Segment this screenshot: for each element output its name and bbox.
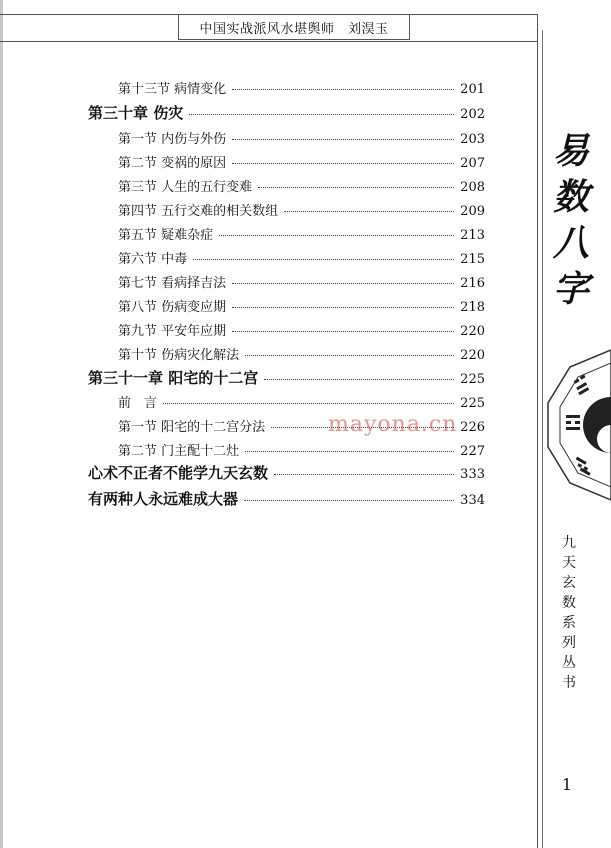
toc-page: 334 bbox=[460, 493, 485, 508]
toc-title: 第六节 中毒 bbox=[118, 252, 188, 267]
toc-row bbox=[88, 367, 485, 388]
toc-title: 第三十一章 阳宅的十二宫 bbox=[88, 369, 259, 387]
toc-row bbox=[118, 78, 485, 97]
toc-title: 第二节 变祸的原因 bbox=[118, 156, 227, 171]
toc-row bbox=[118, 320, 485, 339]
toc-row bbox=[118, 200, 485, 219]
dot-leader bbox=[189, 114, 454, 115]
dot-leader bbox=[244, 500, 454, 501]
series-char: 丛 bbox=[562, 655, 576, 671]
toc-row bbox=[118, 440, 485, 459]
toc-title: 第一节 阳宅的十二宫分法 bbox=[118, 420, 266, 435]
toc-page: 203 bbox=[460, 132, 485, 147]
toc-title: 第十三节 病情变化 bbox=[118, 82, 227, 97]
dot-leader bbox=[163, 403, 454, 404]
toc-title: 第二节 门主配十二灶 bbox=[118, 444, 240, 459]
dot-leader bbox=[232, 307, 454, 308]
dot-leader bbox=[232, 283, 454, 284]
series-char: 列 bbox=[562, 635, 576, 651]
toc-page: 202 bbox=[460, 107, 485, 122]
toc-title: 第三十章 伤灾 bbox=[88, 104, 184, 122]
toc-row bbox=[118, 344, 485, 363]
toc-row bbox=[88, 462, 485, 483]
toc-page: 225 bbox=[460, 396, 485, 411]
toc-row bbox=[118, 176, 485, 195]
toc-title: 心术不正者不能学九天玄数 bbox=[88, 464, 269, 482]
series-char: 天 bbox=[562, 555, 576, 571]
series-char: 玄 bbox=[562, 575, 576, 591]
dot-leader bbox=[264, 379, 454, 380]
toc-page: 333 bbox=[460, 467, 485, 482]
toc-row bbox=[118, 128, 485, 147]
toc-title: 前 言 bbox=[118, 396, 158, 411]
toc-row bbox=[118, 248, 485, 267]
toc-page: 220 bbox=[460, 324, 485, 339]
dot-leader bbox=[232, 139, 454, 140]
toc-title: 第三节 人生的五行变难 bbox=[118, 180, 253, 195]
dot-leader bbox=[274, 474, 454, 475]
toc-title: 第八节 伤病变应期 bbox=[118, 300, 227, 315]
toc-row bbox=[118, 296, 485, 315]
dot-leader bbox=[258, 187, 454, 188]
toc-page: 215 bbox=[460, 252, 485, 267]
toc-title: 第七节 看病择吉法 bbox=[118, 276, 227, 291]
series-char: 系 bbox=[562, 615, 576, 631]
toc-page: 218 bbox=[460, 300, 485, 315]
book-title-char: 字 bbox=[552, 268, 589, 310]
toc-page: 225 bbox=[460, 372, 485, 387]
series-char: 书 bbox=[562, 675, 576, 691]
toc-page: 220 bbox=[460, 348, 485, 363]
bagua-emblem-icon bbox=[536, 345, 611, 505]
toc-page: 226 bbox=[460, 420, 485, 435]
toc-row bbox=[118, 392, 485, 411]
dot-leader bbox=[219, 235, 454, 236]
running-header bbox=[178, 14, 410, 40]
toc-page: 227 bbox=[460, 444, 485, 459]
toc-page: 209 bbox=[460, 204, 485, 219]
dot-leader bbox=[193, 259, 454, 260]
toc-title: 第五节 疑难杂症 bbox=[118, 228, 214, 243]
toc-row bbox=[88, 102, 485, 123]
toc-title: 第一节 内伤与外伤 bbox=[118, 132, 227, 147]
toc-title: 有两种人永远难成大器 bbox=[88, 490, 239, 508]
toc-page: 201 bbox=[460, 82, 485, 97]
toc-row bbox=[118, 224, 485, 243]
toc-row bbox=[118, 152, 485, 171]
book-title-char: 易 bbox=[552, 130, 589, 172]
series-char: 九 bbox=[562, 535, 576, 551]
page-edge bbox=[0, 0, 3, 848]
toc-page: 216 bbox=[460, 276, 485, 291]
toc-page: 208 bbox=[460, 180, 485, 195]
dot-leader bbox=[284, 211, 454, 212]
watermark: mayona.cn bbox=[328, 412, 458, 437]
book-title-char: 八 bbox=[552, 222, 589, 264]
toc-row bbox=[118, 272, 485, 291]
dot-leader bbox=[245, 451, 454, 452]
dot-leader bbox=[232, 331, 454, 332]
dot-leader bbox=[232, 163, 454, 164]
running-header-text: 中国实战派风水堪舆师 刘淏玉 bbox=[199, 21, 389, 37]
toc-title: 第十节 伤病灾化解法 bbox=[118, 348, 240, 363]
dot-leader bbox=[232, 89, 454, 90]
series-char: 数 bbox=[562, 595, 576, 611]
toc-page: 213 bbox=[460, 228, 485, 243]
page-number: 1 bbox=[561, 775, 573, 794]
toc-title: 第九节 平安年应期 bbox=[118, 324, 227, 339]
book-title-vertical bbox=[546, 128, 596, 312]
toc-title: 第四节 五行交难的相关数组 bbox=[118, 204, 279, 219]
toc-row bbox=[88, 488, 485, 509]
series-name-vertical bbox=[558, 533, 580, 693]
book-title-char: 数 bbox=[552, 176, 589, 218]
toc-page: 207 bbox=[460, 156, 485, 171]
dot-leader bbox=[245, 355, 454, 356]
